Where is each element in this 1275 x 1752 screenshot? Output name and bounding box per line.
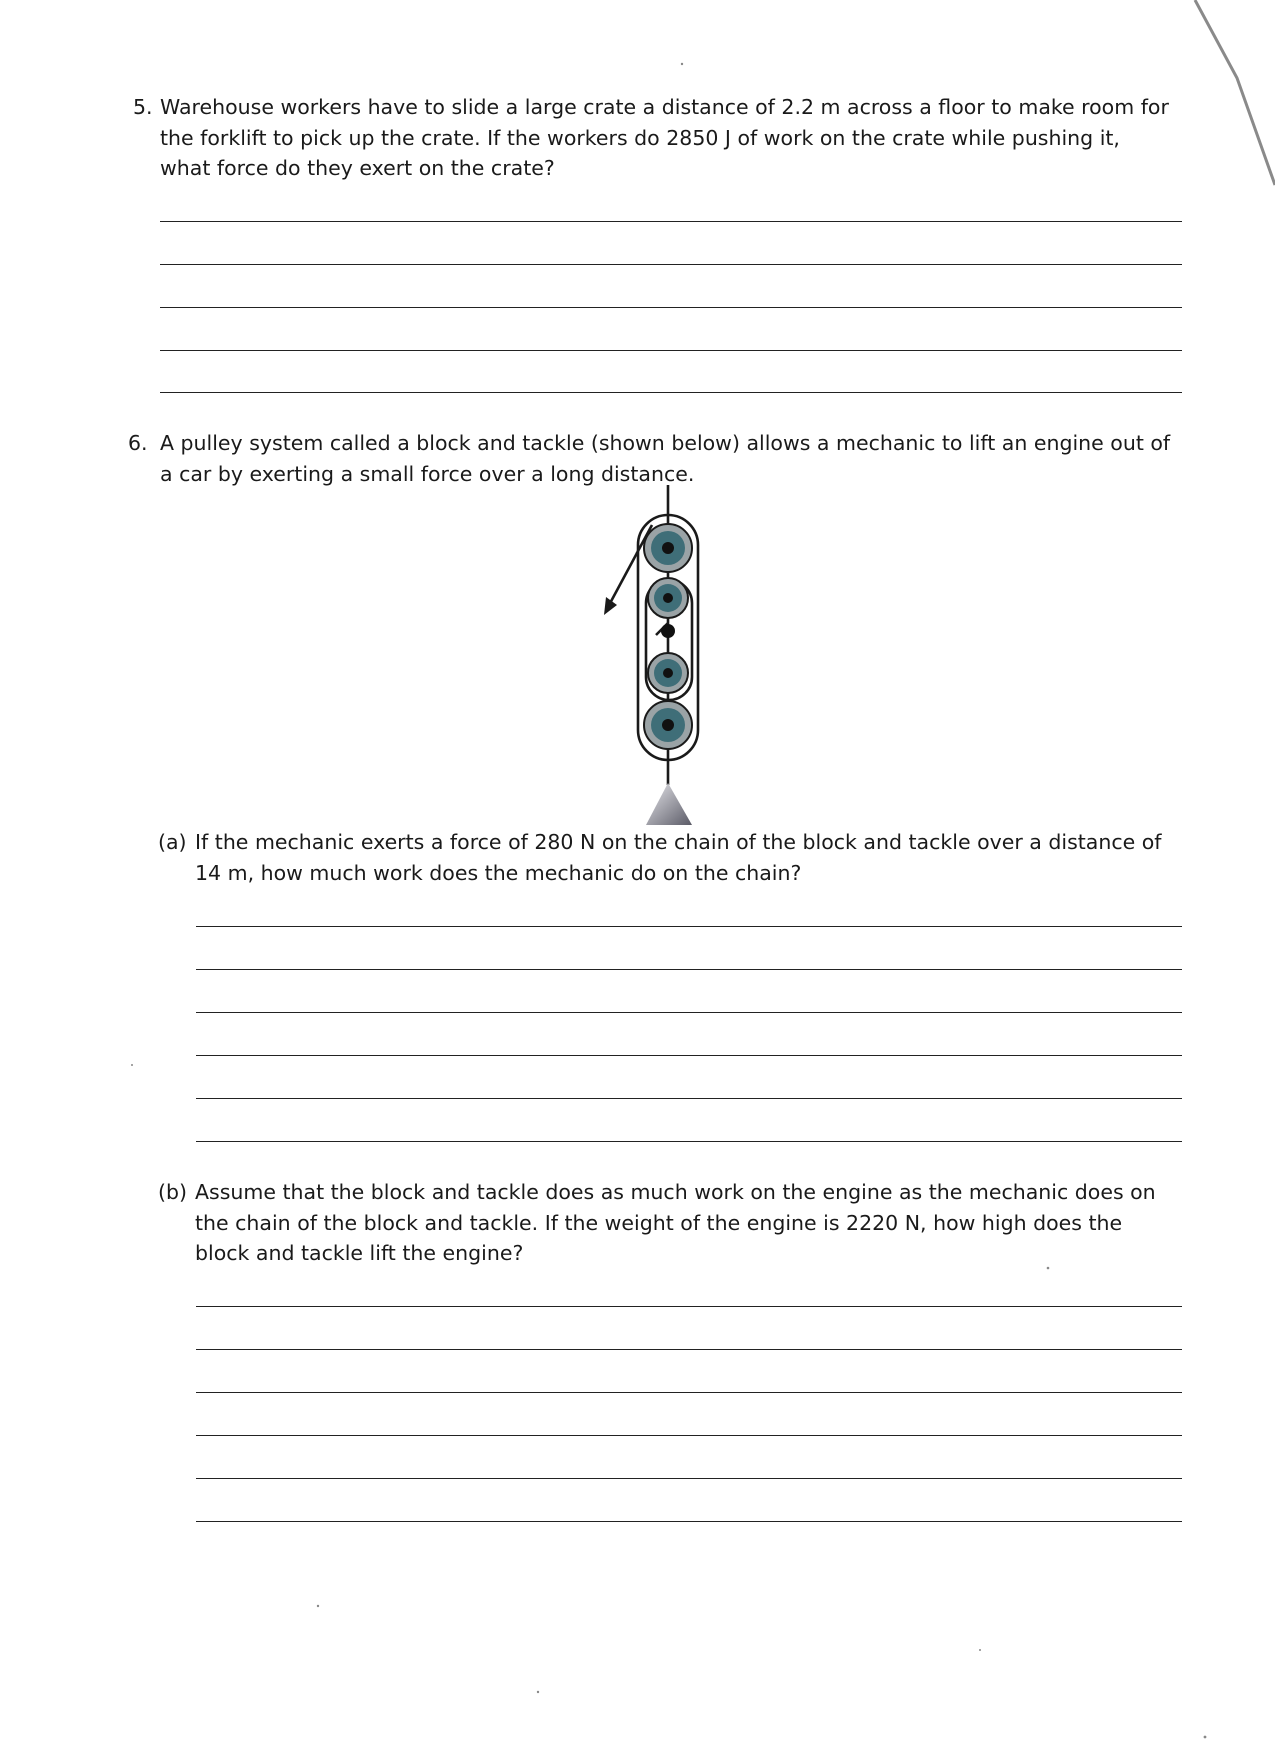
answer-line[interactable]	[196, 1141, 1182, 1142]
pulley-top	[644, 524, 692, 572]
answer-line[interactable]	[160, 350, 1182, 351]
pulley-bottom	[644, 701, 692, 749]
part-label: (a)	[158, 830, 187, 854]
answer-line[interactable]	[196, 1435, 1182, 1436]
answer-line[interactable]	[160, 307, 1182, 308]
answer-line[interactable]	[196, 926, 1182, 927]
anchor-point	[661, 624, 675, 638]
answer-line[interactable]	[196, 1349, 1182, 1350]
question-5	[133, 92, 1173, 184]
answer-line[interactable]	[196, 1012, 1182, 1013]
question-6a	[158, 827, 1178, 888]
question-number: 5.	[133, 95, 153, 119]
answer-line[interactable]	[160, 221, 1182, 222]
block-and-tackle-diagram	[590, 485, 740, 830]
answer-line[interactable]	[196, 1055, 1182, 1056]
pull-rope	[608, 525, 652, 607]
scan-edge-mark	[1155, 0, 1275, 200]
answer-line[interactable]	[196, 1098, 1182, 1099]
answer-line[interactable]	[196, 1478, 1182, 1479]
answer-line[interactable]	[196, 1521, 1182, 1522]
question-6b	[158, 1177, 1178, 1269]
question-number: 6.	[128, 431, 148, 455]
answer-line[interactable]	[196, 1392, 1182, 1393]
load-weight-icon	[646, 783, 692, 825]
question-text: Warehouse workers have to slide a large crate a distance of 2.2 m across a floor to make room for the forklift to pick up the crate. If the workers do 2850 J of work on the crate while pushing it, what force do they exert on the crate?	[160, 95, 1169, 180]
part-text: If the mechanic exerts a force of 280 N on the chain of the block and tackle over a distance of 14 m, how much work does the mechanic do on the chain?	[195, 830, 1162, 885]
part-text: Assume that the block and tackle does as much work on the engine as the mechanic does on the chain of the block and tackle. If the weight of the engine is 2220 N, how high does the block and tackle lift the engine?	[195, 1180, 1156, 1265]
question-6	[128, 428, 1178, 489]
answer-line[interactable]	[196, 1306, 1182, 1307]
question-text: A pulley system called a block and tackle (shown below) allows a mechanic to lift an engine out of a car by exerting a small force over a long distance.	[160, 431, 1171, 486]
part-label: (b)	[158, 1180, 188, 1204]
pulley-lower-middle	[648, 653, 688, 693]
answer-line[interactable]	[160, 264, 1182, 265]
answer-line[interactable]	[160, 392, 1182, 393]
pulley-upper-middle	[648, 578, 688, 618]
answer-line[interactable]	[196, 969, 1182, 970]
